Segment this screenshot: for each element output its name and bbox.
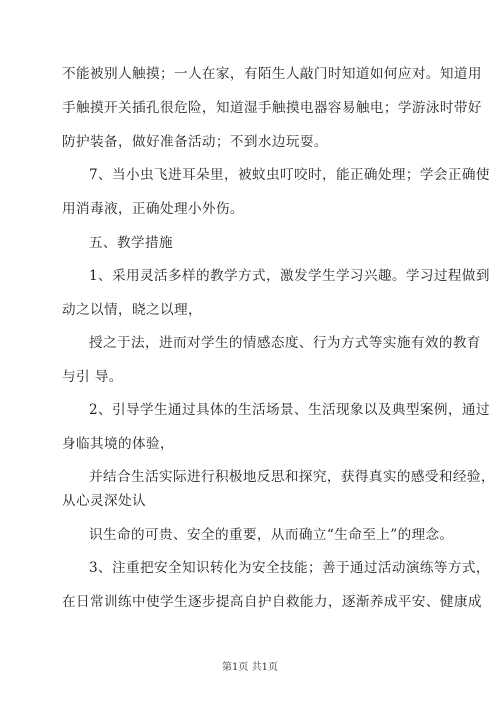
text-line: 动之以情，晓之以理， xyxy=(62,302,202,318)
text-line: 1、采用灵活多样的教学方式，激发学生学习兴趣。学习过程做到 xyxy=(89,268,490,284)
text-line: 并结合生活实际进行积极地反思和探究，获得真实的感受和经验， xyxy=(89,469,495,485)
section-heading: 五、教学措施 xyxy=(89,235,173,251)
text-line: 防护装备，做好准备活动；不到水边玩耍。 xyxy=(62,134,328,150)
text-line: 用消毒液，正确处理小外伤。 xyxy=(62,201,244,217)
text-line: 手触摸开关插孔很危险，知道湿手触摸电器容易触电；学游泳时带好 xyxy=(62,100,482,116)
text-line: 与引 导。 xyxy=(62,369,123,385)
text-line: 不能被别人触摸；一人在家，有陌生人敲门时知道如何应对。知道用 xyxy=(62,66,482,82)
text-line: 从心灵深处认 xyxy=(62,493,146,509)
text-line: 授之于法，进而对学生的情感态度、行为方式等实施有效的教育 xyxy=(89,335,481,351)
text-line: 在日常训练中使学生逐步提高自护自救能力，逐渐养成平安、健康成 xyxy=(62,594,482,610)
text-line: 3、注重把安全知识转化为安全技能；善于通过活动演练等方式， xyxy=(89,560,490,576)
text-line: 7、当小虫飞进耳朵里，被蚊虫叮咬时，能正确处理；学会正确使 xyxy=(89,167,490,183)
text-line: 身临其境的体验， xyxy=(62,436,174,452)
page-footer: 第1页 共1页 xyxy=(222,662,278,673)
text-line: 2、引导学生通过具体的生活场景、生活现象以及典型案例，通过 xyxy=(89,402,490,418)
text-line: 识生命的可贵、安全的重要，从而确立“生命至上”的理念。 xyxy=(89,527,454,543)
